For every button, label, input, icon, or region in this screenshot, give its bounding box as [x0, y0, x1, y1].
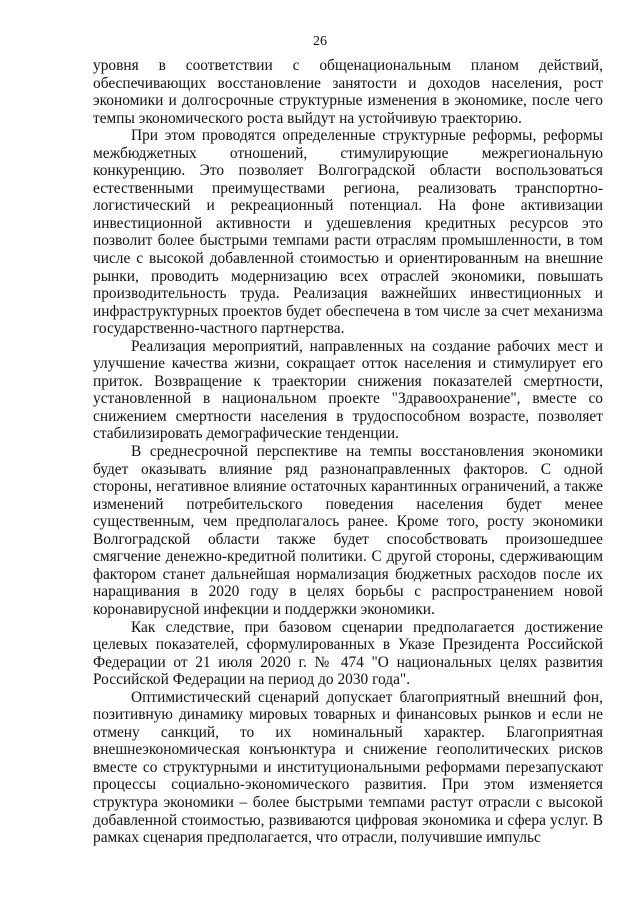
body-text — [93, 57, 603, 847]
paragraph-5: Как следствие, при базовом сценарии предполагается достижение целевых показателей, сформулированных в Указе Президента Российской Федерации от 21 июля 2020 г. № 474 "О национальных целях развития Российской Федерации на период до 2030 года". — [93, 618, 603, 689]
paragraph-6: Оптимистический сценарий допускает благоприятный внешний фон, позитивную динамику мировых товарных и финансовых рынков и если не отмену санкций, то их номинальный характер. Благоприятная внешнеэкономическая конъюнктура и снижение геополитических рисков вместе со структурными и институциональными реформами перезапускают процессы социально-экономического развития. При этом изменяется структура экономики – более быстрыми темпами растут отрасли с высокой добавленной стоимостью, развиваются цифровая экономика и сфера услуг. В рамках сценария предполагается, что отрасли, получившие импульс — [93, 688, 603, 847]
paragraph-3: Реализация мероприятий, направленных на создание рабочих мест и улучшение качества жизни, сокращает отток населения и стимулирует его приток. Возвращение к траектории снижения показателей смертности, установленной в национальном проекте "Здравоохранение", вместе со снижением смертности населения в трудоспособном возрасте, позволяет стабилизировать демографические тенденции. — [93, 337, 603, 443]
paragraph-1: уровня в соответствии с общенациональным планом действий, обеспечивающих восстановление занятости и доходов населения, рост экономики и долгосрочные структурные изменения в экономике, после чего темпы экономического роста выйдут на устойчивую траекторию. — [93, 57, 603, 127]
page-number: 26 — [313, 34, 327, 49]
paragraph-2: При этом проводятся определенные структурные реформы, реформы межбюджетных отношений, стимулирующие межрегиональную конкуренцию. Это позволяет Волгоградской области воспользоваться естественными преимуществами региона, реализовать транспортно-логистический и рекреационный потенциал. На фоне активизации инвестиционной активности и удешевления кредитных ресурсов это позволит более быстрыми темпами расти отраслям промышленности, в том числе с высокой добавленной стоимостью и ориентированным на внешние рынки, проводить модернизацию всех отраслей экономики, повышать производительность труда. Реализация важнейших инвестиционных и инфраструктурных проектов будет обеспечена в том числе за счет механизма государственно-частного партнерства. — [93, 127, 603, 338]
paragraph-4: В среднесрочной перспективе на темпы восстановления экономики будет оказывать влияние ряд разнонаправленных факторов. С одной стороны, негативное влияние остаточных карантинных ограничений, а также изменений потребительского поведения населения будет менее существенным, чем предполагалось ранее. Кроме того, росту экономики Волгоградской области также будет способствовать произошедшее смягчение денежно-кредитной политики. С другой стороны, сдерживающим фактором станет дальнейшая нормализация бюджетных расходов после их наращивания в 2020 году в целях борьбы с распространением новой коронавирусной инфекции и поддержки экономики. — [93, 443, 603, 618]
